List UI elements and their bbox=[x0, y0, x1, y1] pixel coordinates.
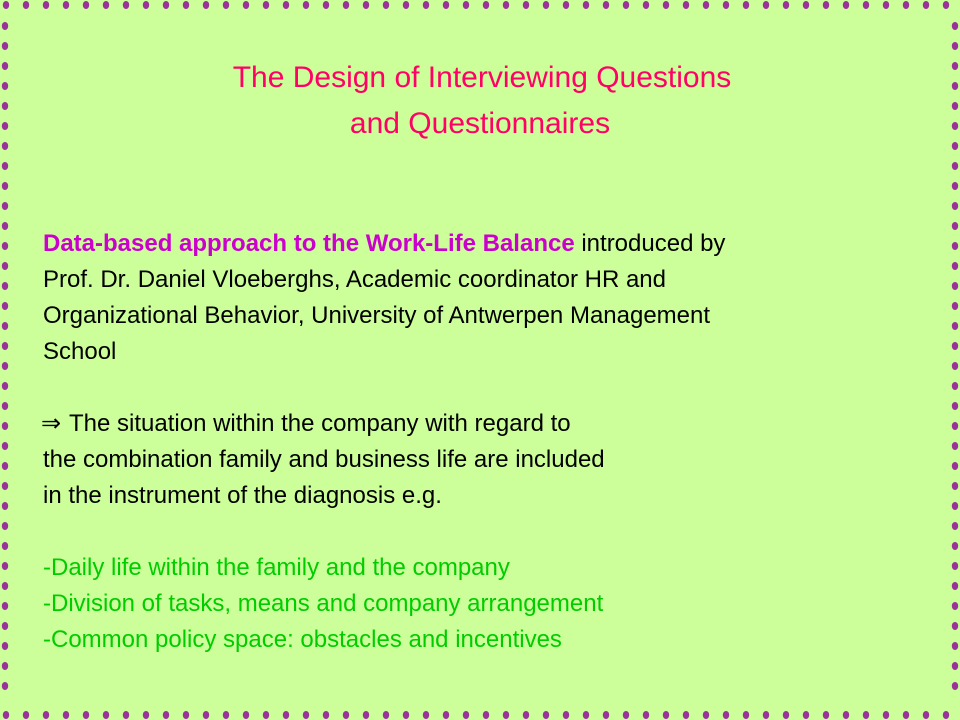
border-dot bbox=[863, 711, 869, 719]
border-dot bbox=[23, 711, 29, 719]
border-dot bbox=[23, 1, 29, 9]
intro-highlight: Data-based approach to the Work-Life Balance bbox=[43, 230, 575, 257]
intro-line-2: Prof. Dr. Daniel Vloeberghs, Academic coordinator HR and bbox=[43, 266, 666, 293]
border-dot bbox=[403, 1, 409, 9]
border-dot bbox=[83, 1, 89, 9]
border-dot bbox=[2, 662, 8, 670]
border-dot bbox=[763, 1, 769, 9]
border-dot bbox=[243, 711, 249, 719]
border-dot bbox=[823, 1, 829, 9]
border-dot bbox=[343, 711, 349, 719]
border-dot bbox=[2, 162, 8, 170]
border-dot bbox=[843, 1, 849, 9]
border-dot bbox=[2, 542, 8, 550]
border-dot bbox=[103, 1, 109, 9]
border-dot bbox=[843, 711, 849, 719]
border-dot bbox=[363, 711, 369, 719]
border-dot bbox=[63, 711, 69, 719]
border-dot bbox=[463, 711, 469, 719]
border-dot bbox=[2, 462, 8, 470]
border-dot bbox=[803, 711, 809, 719]
border-dot bbox=[883, 711, 889, 719]
border-dot bbox=[703, 711, 709, 719]
border-dot bbox=[603, 1, 609, 9]
border-dot bbox=[2, 42, 8, 50]
border-dot bbox=[2, 562, 8, 570]
border-dot bbox=[283, 711, 289, 719]
border-dot bbox=[123, 1, 129, 9]
border-dot bbox=[3, 1, 9, 9]
border-dot bbox=[543, 711, 549, 719]
border-dot bbox=[183, 1, 189, 9]
border-dot bbox=[923, 711, 929, 719]
border-dot bbox=[623, 1, 629, 9]
border-dot bbox=[623, 711, 629, 719]
border-dot bbox=[323, 1, 329, 9]
border-dot bbox=[683, 1, 689, 9]
border-dot bbox=[563, 1, 569, 9]
border-dot bbox=[263, 711, 269, 719]
border-dot bbox=[243, 1, 249, 9]
border-dot bbox=[283, 1, 289, 9]
border-dot bbox=[2, 222, 8, 230]
border-dot bbox=[223, 1, 229, 9]
border-dot bbox=[683, 711, 689, 719]
border-dot bbox=[952, 22, 958, 30]
border-dot bbox=[663, 1, 669, 9]
border-dot bbox=[503, 711, 509, 719]
border-dot bbox=[743, 711, 749, 719]
border-dot bbox=[943, 711, 949, 719]
border-dot bbox=[143, 1, 149, 9]
border-dot bbox=[2, 202, 8, 210]
border-dot bbox=[952, 682, 958, 690]
border-dot bbox=[952, 162, 958, 170]
border-dot bbox=[2, 262, 8, 270]
border-dot bbox=[583, 711, 589, 719]
border-dot bbox=[143, 711, 149, 719]
border-dot bbox=[2, 642, 8, 650]
border-dot bbox=[563, 711, 569, 719]
border-dot bbox=[2, 482, 8, 490]
border-dot bbox=[383, 711, 389, 719]
conclusion-line-1 bbox=[43, 406, 958, 442]
border-dot bbox=[183, 711, 189, 719]
list-item: -Common policy space: obstacles and incentives bbox=[43, 626, 562, 653]
border-dot bbox=[2, 442, 8, 450]
border-dot bbox=[43, 711, 49, 719]
border-dot bbox=[2, 382, 8, 390]
border-dot bbox=[543, 1, 549, 9]
spacer bbox=[43, 514, 958, 550]
border-dot bbox=[643, 1, 649, 9]
border-dot bbox=[2, 522, 8, 530]
border-dot bbox=[43, 1, 49, 9]
intro-line-4: School bbox=[43, 338, 117, 365]
list-item: -Division of tasks, means and company arrangement bbox=[43, 590, 604, 617]
border-dot bbox=[783, 711, 789, 719]
border-dot bbox=[2, 22, 8, 30]
conclusion-line-2: the combination family and business life are included bbox=[43, 446, 605, 473]
border-dot bbox=[83, 711, 89, 719]
intro-line-1 bbox=[43, 226, 958, 262]
border-dot bbox=[2, 402, 8, 410]
border-dot bbox=[463, 1, 469, 9]
border-dot bbox=[2, 282, 8, 290]
border-dot bbox=[743, 1, 749, 9]
border-dot bbox=[503, 1, 509, 9]
border-dot bbox=[703, 1, 709, 9]
border-dot bbox=[823, 711, 829, 719]
border-dot bbox=[2, 422, 8, 430]
border-dot bbox=[523, 711, 529, 719]
border-dot bbox=[203, 1, 209, 9]
border-dot bbox=[2, 362, 8, 370]
border-dot bbox=[2, 342, 8, 350]
list-item: -Daily life within the family and the company bbox=[43, 554, 510, 581]
border-dot bbox=[923, 1, 929, 9]
border-dot bbox=[303, 711, 309, 719]
border-dot bbox=[643, 711, 649, 719]
border-dot bbox=[803, 1, 809, 9]
border-dot bbox=[163, 1, 169, 9]
border-dot bbox=[952, 182, 958, 190]
border-dot bbox=[343, 1, 349, 9]
border-dot bbox=[583, 1, 589, 9]
border-dot bbox=[423, 1, 429, 9]
border-dot bbox=[2, 582, 8, 590]
border-dot bbox=[483, 711, 489, 719]
border-dot bbox=[223, 711, 229, 719]
border-dot bbox=[403, 711, 409, 719]
border-dot bbox=[323, 711, 329, 719]
slide-title-line-1: The Design of Interviewing Questions bbox=[232, 61, 732, 94]
spacer bbox=[43, 370, 958, 406]
border-dot bbox=[443, 1, 449, 9]
border-dot bbox=[903, 711, 909, 719]
border-dot bbox=[952, 662, 958, 670]
intro-line-1-rest: introduced by bbox=[574, 230, 726, 257]
border-dot bbox=[783, 1, 789, 9]
border-dot bbox=[603, 711, 609, 719]
border-dot bbox=[523, 1, 529, 9]
border-dot bbox=[2, 682, 8, 690]
border-dot bbox=[2, 322, 8, 330]
border-dot bbox=[383, 1, 389, 9]
conclusion-line-3: in the instrument of the diagnosis e.g. bbox=[43, 482, 442, 509]
slide-title-line-2: and Questionnaires bbox=[349, 107, 611, 140]
border-dot bbox=[863, 1, 869, 9]
border-dot bbox=[2, 622, 8, 630]
border-dot bbox=[2, 602, 8, 610]
border-dot bbox=[423, 711, 429, 719]
border-dot bbox=[63, 1, 69, 9]
conclusion-line-1-text: The situation within the company with regard to bbox=[69, 410, 571, 437]
border-dot bbox=[723, 711, 729, 719]
border-dot bbox=[363, 1, 369, 9]
border-dot bbox=[483, 1, 489, 9]
border-dot bbox=[163, 711, 169, 719]
border-dot bbox=[2, 302, 8, 310]
border-dot bbox=[103, 711, 109, 719]
border-dot bbox=[263, 1, 269, 9]
border-dot bbox=[123, 711, 129, 719]
border-dot bbox=[2, 182, 8, 190]
border-dot bbox=[883, 1, 889, 9]
border-dot bbox=[303, 1, 309, 9]
border-dot bbox=[3, 711, 9, 719]
border-dot bbox=[723, 1, 729, 9]
border-dot bbox=[443, 711, 449, 719]
border-dot bbox=[903, 1, 909, 9]
border-dot bbox=[663, 711, 669, 719]
implies-arrow-icon: ⇒ bbox=[41, 410, 62, 437]
border-dot bbox=[763, 711, 769, 719]
border-dot bbox=[943, 1, 949, 9]
intro-line-3: Organizational Behavior, University of Antwerpen Management bbox=[43, 302, 711, 329]
border-dot bbox=[952, 202, 958, 210]
border-dot bbox=[2, 502, 8, 510]
border-dot bbox=[952, 42, 958, 50]
border-dot bbox=[2, 242, 8, 250]
border-dot bbox=[203, 711, 209, 719]
slide-body bbox=[43, 226, 958, 658]
